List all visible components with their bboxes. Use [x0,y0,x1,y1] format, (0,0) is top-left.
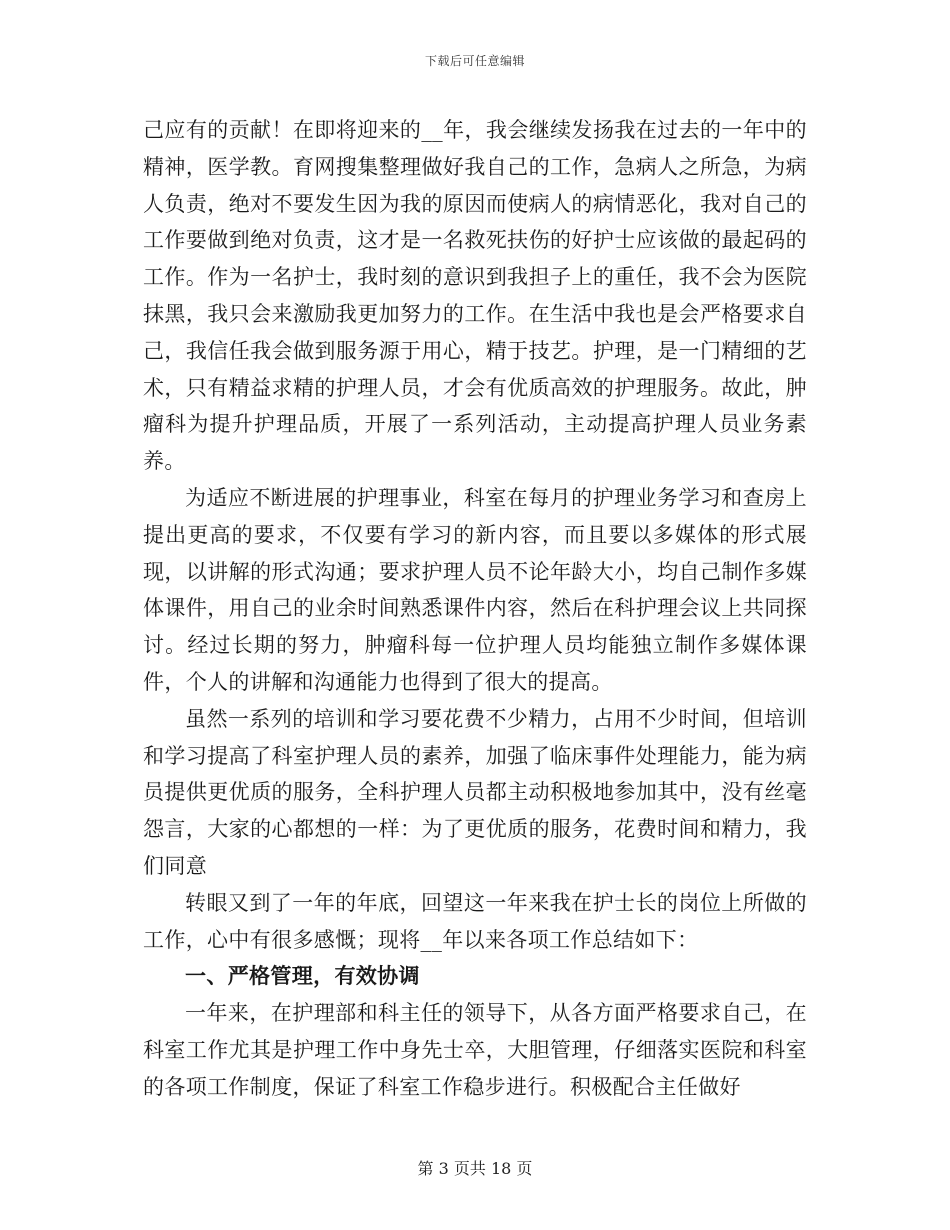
page-footer: 第 3 页共 18 页 [417,1159,533,1178]
section-heading: 一、严格管理，有效协调 [185,963,420,989]
document-body [143,112,807,1106]
paragraph-1: 己应有的贡献！在即将迎来的__年，我会继续发扬我在过去的一年中的精神，医学教。育网搜集整理做好我自己的工作，急病人之所急，为病人负责，绝对不要发生因为我的原因而使病人的病情恶化，我对自己的工作要做到绝对负责，这才是一名救死扶伤的好护士应该做的最起码的工作。作为一名护士，我时刻的意识到我担子上的重任，我不会为医院抹黑，我只会来激励我更加努力的工作。在生活中我也是会严格要求自己，我信任我会做到服务源于用心，精于技艺。护理，是一门精细的艺术，只有精益求精的护理人员，才会有优质高效的护理服务。故此，肿瘤科为提升护理品质，开展了一系列活动，主动提高护理人员业务素养。 [143,118,807,474]
paragraph-3: 虽然一系列的培训和学习要花费不少精力，占用不少时间，但培训和学习提高了科室护理人员的素养，加强了临床事件处理能力，能为病员提供更优质的服务，全科护理人员都主动积极地参加其中，没有丝毫怨言，大家的心都想的一样：为了更优质的服务，花费时间和精力，我们同意 [143,706,807,878]
paragraph-4: 转眼又到了一年的年底，回望这一年来我在护士长的岗位上所做的工作，心中有很多感慨；现将__年以来各项工作总结如下： [143,890,807,952]
page-header: 下载后可任意编辑 [424,54,525,68]
paragraph-2: 为适应不断进展的护理事业，科室在每月的护理业务学习和查房上提出更高的要求，不仅要有学习的新内容，而且要以多媒体的形式展现，以讲解的形式沟通；要求护理人员不论年龄大小，均自己制作多媒体课件，用自己的业余时间熟悉课件内容，然后在科护理会议上共同探讨。经过长期的努力，肿瘤科每一位护理人员均能独立制作多媒体课件，个人的讲解和沟通能力也得到了很大的提高。 [143,485,807,694]
paragraph-5: 一年来，在护理部和科主任的领导下，从各方面严格要求自己，在科室工作尤其是护理工作中身先士卒，大胆管理，仔细落实医院和科室的各项工作制度，保证了科室工作稳步进行。积极配合主任做好 [143,1001,807,1099]
